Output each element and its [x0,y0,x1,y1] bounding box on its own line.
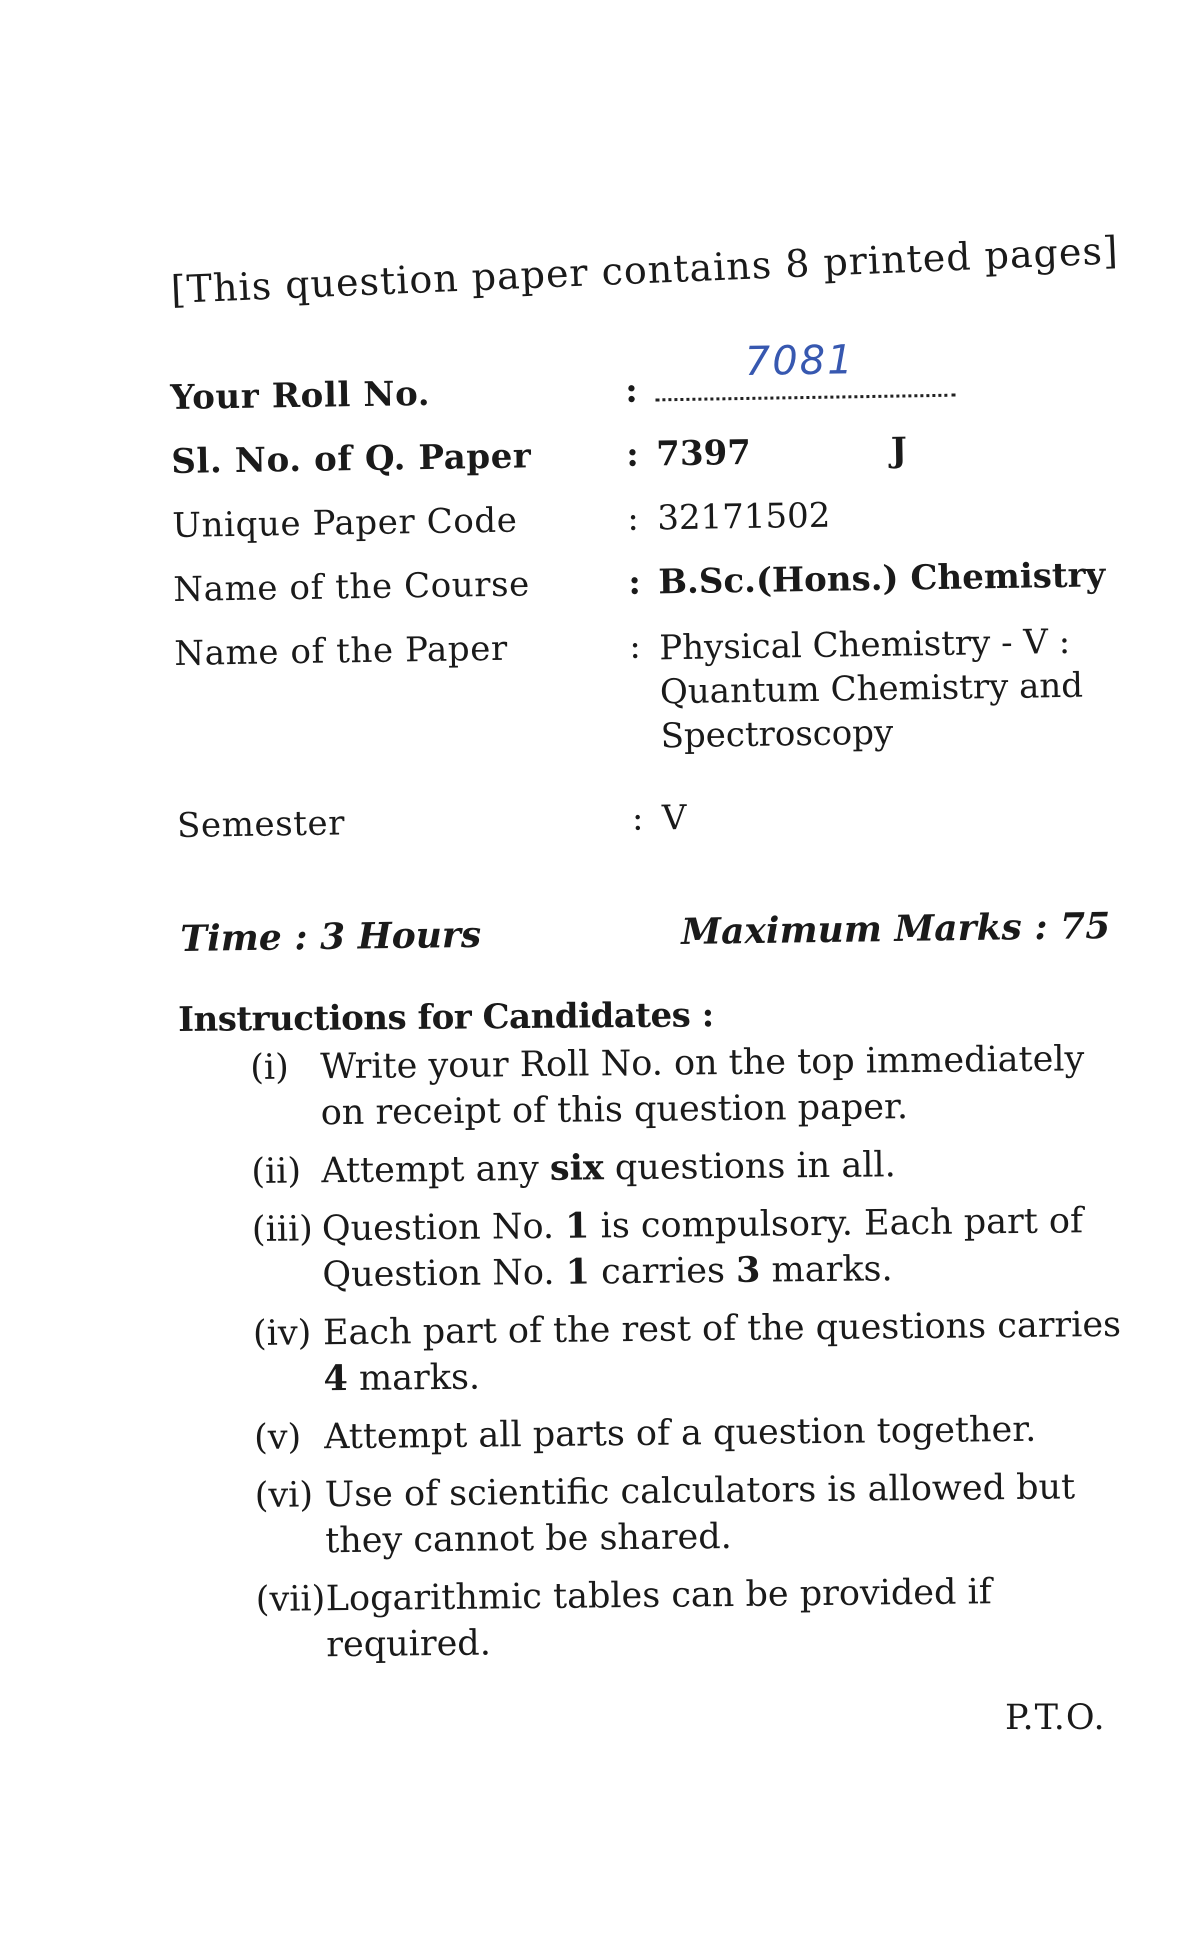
instruction-item: (vi) Use of scientific calculators is allowed but they cannot be shared. [254,1467,1076,1562]
course-name: B.Sc.(Hons.) Chemistry [657,555,1106,603]
maximum-marks: Maximum Marks : 75 [680,905,1111,954]
semester-label: Semester [176,803,346,846]
pages-note: [This question paper contains 8 printed pages] [170,228,1120,312]
semester-value: V [661,797,687,839]
instruction-item: (vii) Logarithmic tables can be provided if required. [255,1572,992,1666]
semester-row: Semester : V [176,797,687,846]
paper-details [170,337,1138,870]
instruction-item: (ii) Attempt any six questions in all. [251,1145,896,1192]
exam-duration-marks [180,905,1110,960]
instruction-item: (v) Attempt all parts of a question together. [253,1409,1037,1458]
instruction-item: (iii) Question No. 1 is compulsory. Each part of Question No. 1 carries 3 marks. [251,1201,1084,1296]
handwritten-roll-number: 7081 [744,337,855,385]
course-row: Name of the Course : B.Sc.(Hons.) Chemistry [173,555,1106,610]
roll-colon: : [624,370,639,411]
series-letter: J [890,430,908,471]
serial-row: Sl. No. of Q. Paper : 7397 J [171,430,908,482]
instructions-title: Instructions for Candidates : [178,995,714,1040]
paper-row: Name of the Paper : Physical Chemistry - V : Quantum Chemistry and Spectroscopy [174,619,1136,766]
serial-number: 7397 [655,432,752,475]
roll-row [170,337,1131,418]
roll-label: Your Roll No. [170,373,431,418]
roll-number-field[interactable] [655,337,955,402]
please-turn-over: P.T.O. [1005,1698,1106,1738]
instruction-item: (iv) Each part of the rest of the questions carries 4 marks. [252,1304,1122,1400]
paper-code-row: Unique Paper Code : 32171502 [172,495,831,546]
paper-code-label: Unique Paper Code [172,500,518,546]
instructions-list [250,1036,1137,1681]
paper-label: Name of the Paper [174,628,509,674]
instruction-item: (i) Write your Roll No. on the top immediately on receipt of this question paper. [250,1039,1085,1134]
paper-code: 32171502 [656,495,831,539]
paper-name: Physical Chemistry - V : Quantum Chemistry and Spectroscopy [658,621,1084,757]
exam-time: Time : 3 Hours [180,913,482,960]
serial-label: Sl. No. of Q. Paper [171,436,532,482]
course-label: Name of the Course [173,564,531,610]
